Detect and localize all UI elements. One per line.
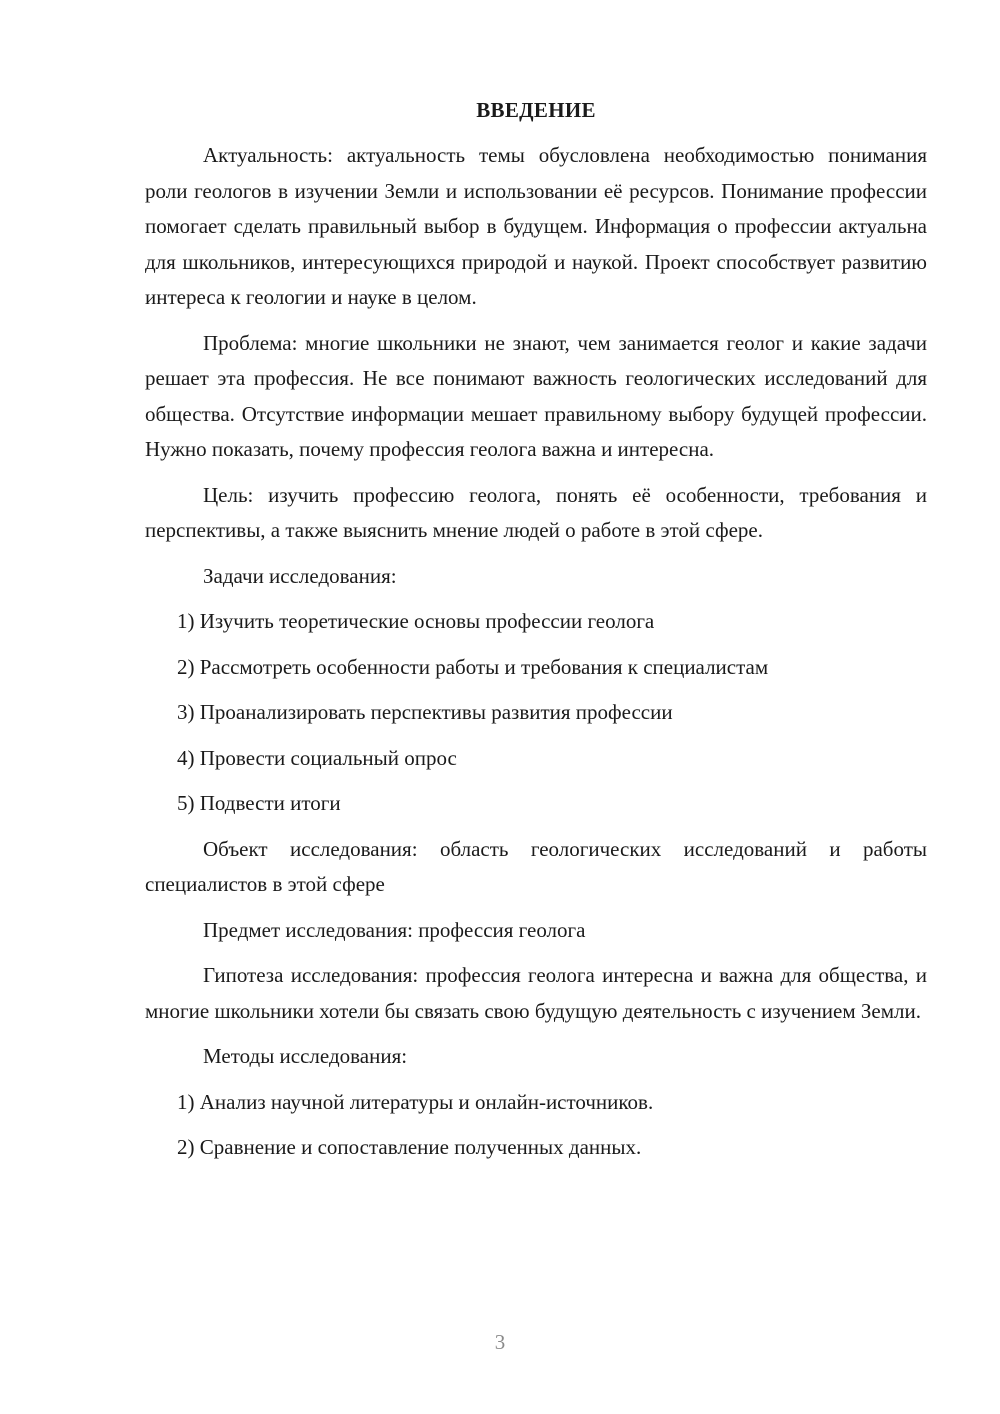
method-item-2: 2) Сравнение и сопоставление полученных данных. xyxy=(177,1135,642,1159)
problem-paragraph: Проблема: многие школьники не знают, чем занимается геолог и какие задачи решает эта профессия. Не все понимают важность геологических исследований для общества. Отсутствие информации мешает правильному выбору будущей профессии. Нужно показать, почему профессия геолога важна и интересна. xyxy=(145,330,927,461)
page-number: 3 xyxy=(494,1330,506,1354)
task-item-3: 3) Проанализировать перспективы развития профессии xyxy=(177,700,673,724)
relevance-paragraph: Актуальность: актуальность темы обусловлена необходимостью понимания роли геологов в изучении Земли и использовании её ресурсов. Понимание профессии помогает сделать правильный выбор в будущем. Информация о профессии актуальна для школьников, интересующихся природой и наукой. Проект способствует развитию интереса к геологии и науке в целом. xyxy=(145,143,927,309)
method-item-1: 1) Анализ научной литературы и онлайн-источников. xyxy=(177,1089,654,1114)
methods-label: Методы исследования: xyxy=(203,1044,408,1068)
task-item-2: 2) Рассмотреть особенности работы и требования к специалистам xyxy=(177,654,769,679)
object-paragraph: Объект исследования: область геологических исследований и работы специалистов в этой сфере xyxy=(145,836,927,896)
document-page xyxy=(145,94,927,1176)
subject-paragraph: Предмет исследования: профессия геолога xyxy=(203,917,586,942)
goal-paragraph: Цель: изучить профессию геолога, понять её особенности, требования и перспективы, а также выяснить мнение людей о работе в этой сфере. xyxy=(145,482,927,542)
hypothesis-paragraph: Гипотеза исследования: профессия геолога интересна и важна для общества, и многие школьники хотели бы связать свою будущую деятельность с изучением Земли. xyxy=(145,963,927,1023)
task-item-4: 4) Провести социальный опрос xyxy=(177,745,457,770)
tasks-label: Задачи исследования: xyxy=(203,563,397,588)
section-heading: ВВЕДЕНИЕ xyxy=(476,98,596,122)
task-item-5: 5) Подвести итоги xyxy=(177,791,341,815)
task-item-1: 1) Изучить теоретические основы профессии геолога xyxy=(177,609,655,633)
